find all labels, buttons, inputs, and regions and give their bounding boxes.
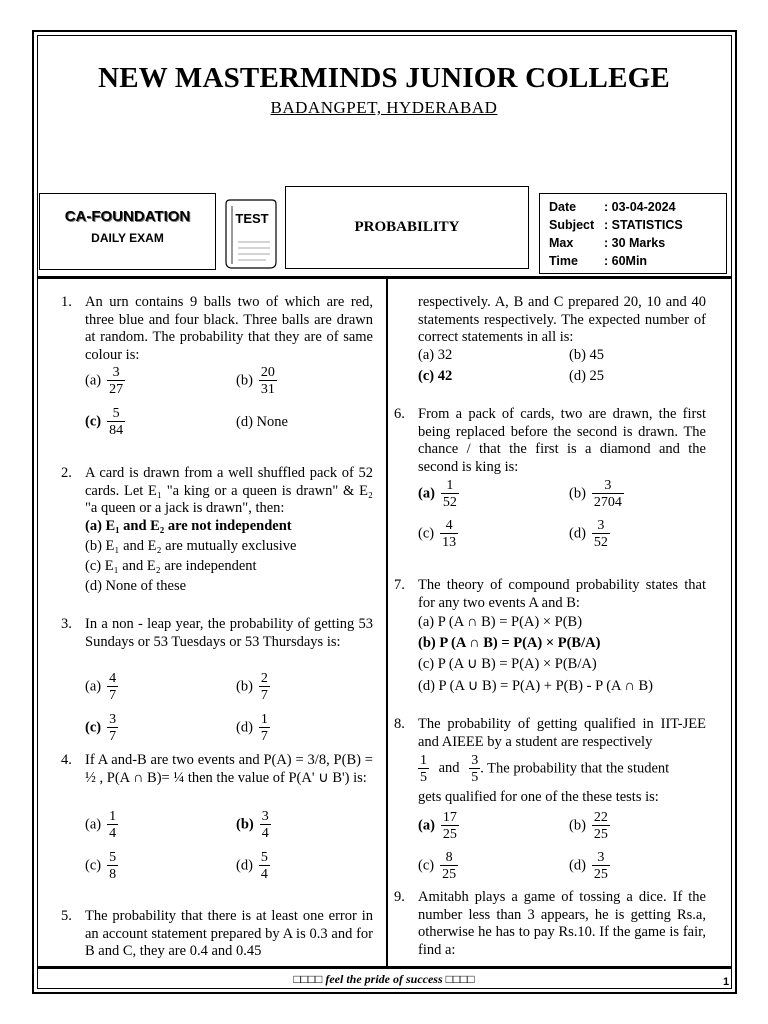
test-label: TEST: [235, 211, 269, 226]
q4-option-c: (c) $\frac{5}{8}$: [85, 850, 117, 882]
test-scroll-icon: [222, 198, 278, 270]
q7-option-a: (a) P (A ∩ B) = P(A) × P(B): [418, 614, 583, 630]
q4-option-a: (a) $\frac{1}{4}$: [85, 809, 117, 841]
column-divider: [386, 279, 388, 966]
question-3: 3. In a non - leap year, the probability of getting 53 Sundays or 53 Tuesdays or 53 Thursdays is:: [61, 616, 373, 650]
page-number: 1: [723, 976, 730, 988]
q2-option-a: (a) E₁ and E₂ are not independent: [85, 518, 292, 534]
question-1: 1. An urn contains 9 balls two of which are red, three blue and four black. Three balls are drawn at random. The probability that they are of same colour is:: [61, 294, 373, 363]
q8-option-b: (b) $\frac{22}{25}$: [569, 810, 608, 842]
q8-fraction-line: $\frac{1}{5}$ and $\frac{3}{5}$ . The probability that the student: [420, 753, 670, 785]
question-5-continued: respectively. A, B and C prepared 20, 10 and 40 statements respectively. The expected number of correct statements in all is:: [418, 294, 706, 345]
q3-option-a: (a) $\frac{4}{7}$: [85, 671, 117, 703]
info-time: Time : 60Min: [549, 254, 648, 268]
question-4: 4. If A and-B are two events and P(A) = 3/8, P(B) = ½ , P(A ∩ B)= ¼ then the value of P(A' ∪ B') is:: [61, 752, 373, 786]
q4-option-d: (d) $\frac{5}{4}$: [236, 850, 268, 882]
q4-option-b: (b) $\frac{3}{4}$: [236, 809, 269, 841]
college-location: BADANGPET, HYDERABAD: [270, 98, 498, 117]
q3-option-c: (c) $\frac{3}{7}$: [85, 712, 117, 744]
exam-type: DAILY EXAM: [91, 231, 164, 245]
question-6: 6. From a pack of cards, two are drawn, the first being replaced before the second is drawn. The chance / that the first is a diamond and the second is king is:: [394, 406, 706, 475]
question-9: 9. Amitabh plays a game of tossing a dice. If the number less than 3 appears, he is getting Rs.a, otherwise he has to pay Rs.10. If the game is fair, find a:: [394, 889, 706, 958]
question-7: 7. The theory of compound probability states that for any two events A and B:: [394, 577, 706, 611]
question-2: 2. A card is drawn from a well shuffled pack of 52 cards. Let E₁ "a king or a queen is drawn" & E₂ "a queen or a jack is drawn", then:: [61, 465, 373, 516]
q7-option-d: (d) P (A ∪ B) = P(A) + P(B) - P (A ∩ B): [418, 678, 653, 694]
q6-option-d: (d) $\frac{3}{52}$: [569, 518, 608, 550]
course-title: CA-FOUNDATION: [64, 208, 191, 225]
q7-option-c: (c) P (A ∪ B) = P(A) × P(B/A): [418, 656, 597, 672]
q8-text-line3: gets qualified for one of the these tests is:: [418, 789, 659, 805]
q5-option-a: (a) 32: [418, 347, 453, 363]
q6-option-b: (b) $\frac{3}{2704}$: [569, 478, 622, 510]
topic-title: PROBABILITY: [354, 219, 460, 235]
info-date: Date : 03-04-2024: [549, 200, 676, 214]
question-8: 8. The probability of getting qualified in IIT-JEE and AIEEE by a student are respectively: [394, 716, 706, 750]
exam-info-box: [539, 193, 727, 274]
q1-option-c: (c) $\frac{5}{84}$: [85, 406, 124, 438]
footer-divider: [37, 966, 732, 969]
q2-option-d: (d) None of these: [85, 578, 187, 594]
header-divider: [37, 276, 732, 279]
q3-option-b: (b) $\frac{2}{7}$: [236, 671, 268, 703]
q1-option-d: (d) None: [236, 414, 288, 430]
topic-box: [285, 186, 529, 269]
q8-option-d: (d) $\frac{3}{25}$: [569, 850, 608, 882]
q5-option-d: (d) 25: [569, 368, 605, 384]
q8-option-a: (a) $\frac{17}{25}$: [418, 810, 457, 842]
q2-option-b: (b) E₁ and E₂ are mutually exclusive: [85, 538, 297, 554]
q6-option-c: (c) $\frac{4}{13}$: [418, 518, 457, 550]
college-name: NEW MASTERMINDS JUNIOR COLLEGE: [98, 62, 670, 94]
q3-option-d: (d) $\frac{1}{7}$: [236, 712, 268, 744]
q8-option-c: (c) $\frac{8}{25}$: [418, 850, 457, 882]
info-subject: Subject : STATISTICS: [549, 218, 683, 232]
q5-option-c: (c) 42: [418, 368, 453, 384]
q7-option-b: (b) P (A ∩ B) = P(A) × P(B/A): [418, 635, 601, 651]
q5-option-b: (b) 45: [569, 347, 605, 363]
question-5: 5. The probability that there is at least one error in an account statement prepared by A is 0.3 and for B and C, they are 0.4 and 0.45: [61, 908, 373, 959]
q1-option-b: (b) $\frac{20}{31}$: [236, 365, 275, 397]
q2-option-c: (c) E₁ and E₂ are independent: [85, 558, 257, 574]
q6-option-a: (a) $\frac{1}{52}$: [418, 478, 457, 510]
course-box: [39, 193, 216, 270]
q1-option-a: (a) $\frac{3}{27}$: [85, 365, 124, 397]
footer-slogan: □□□□ feel the pride of success □□□□: [293, 972, 475, 986]
info-max-marks: Max : 30 Marks: [549, 236, 666, 250]
